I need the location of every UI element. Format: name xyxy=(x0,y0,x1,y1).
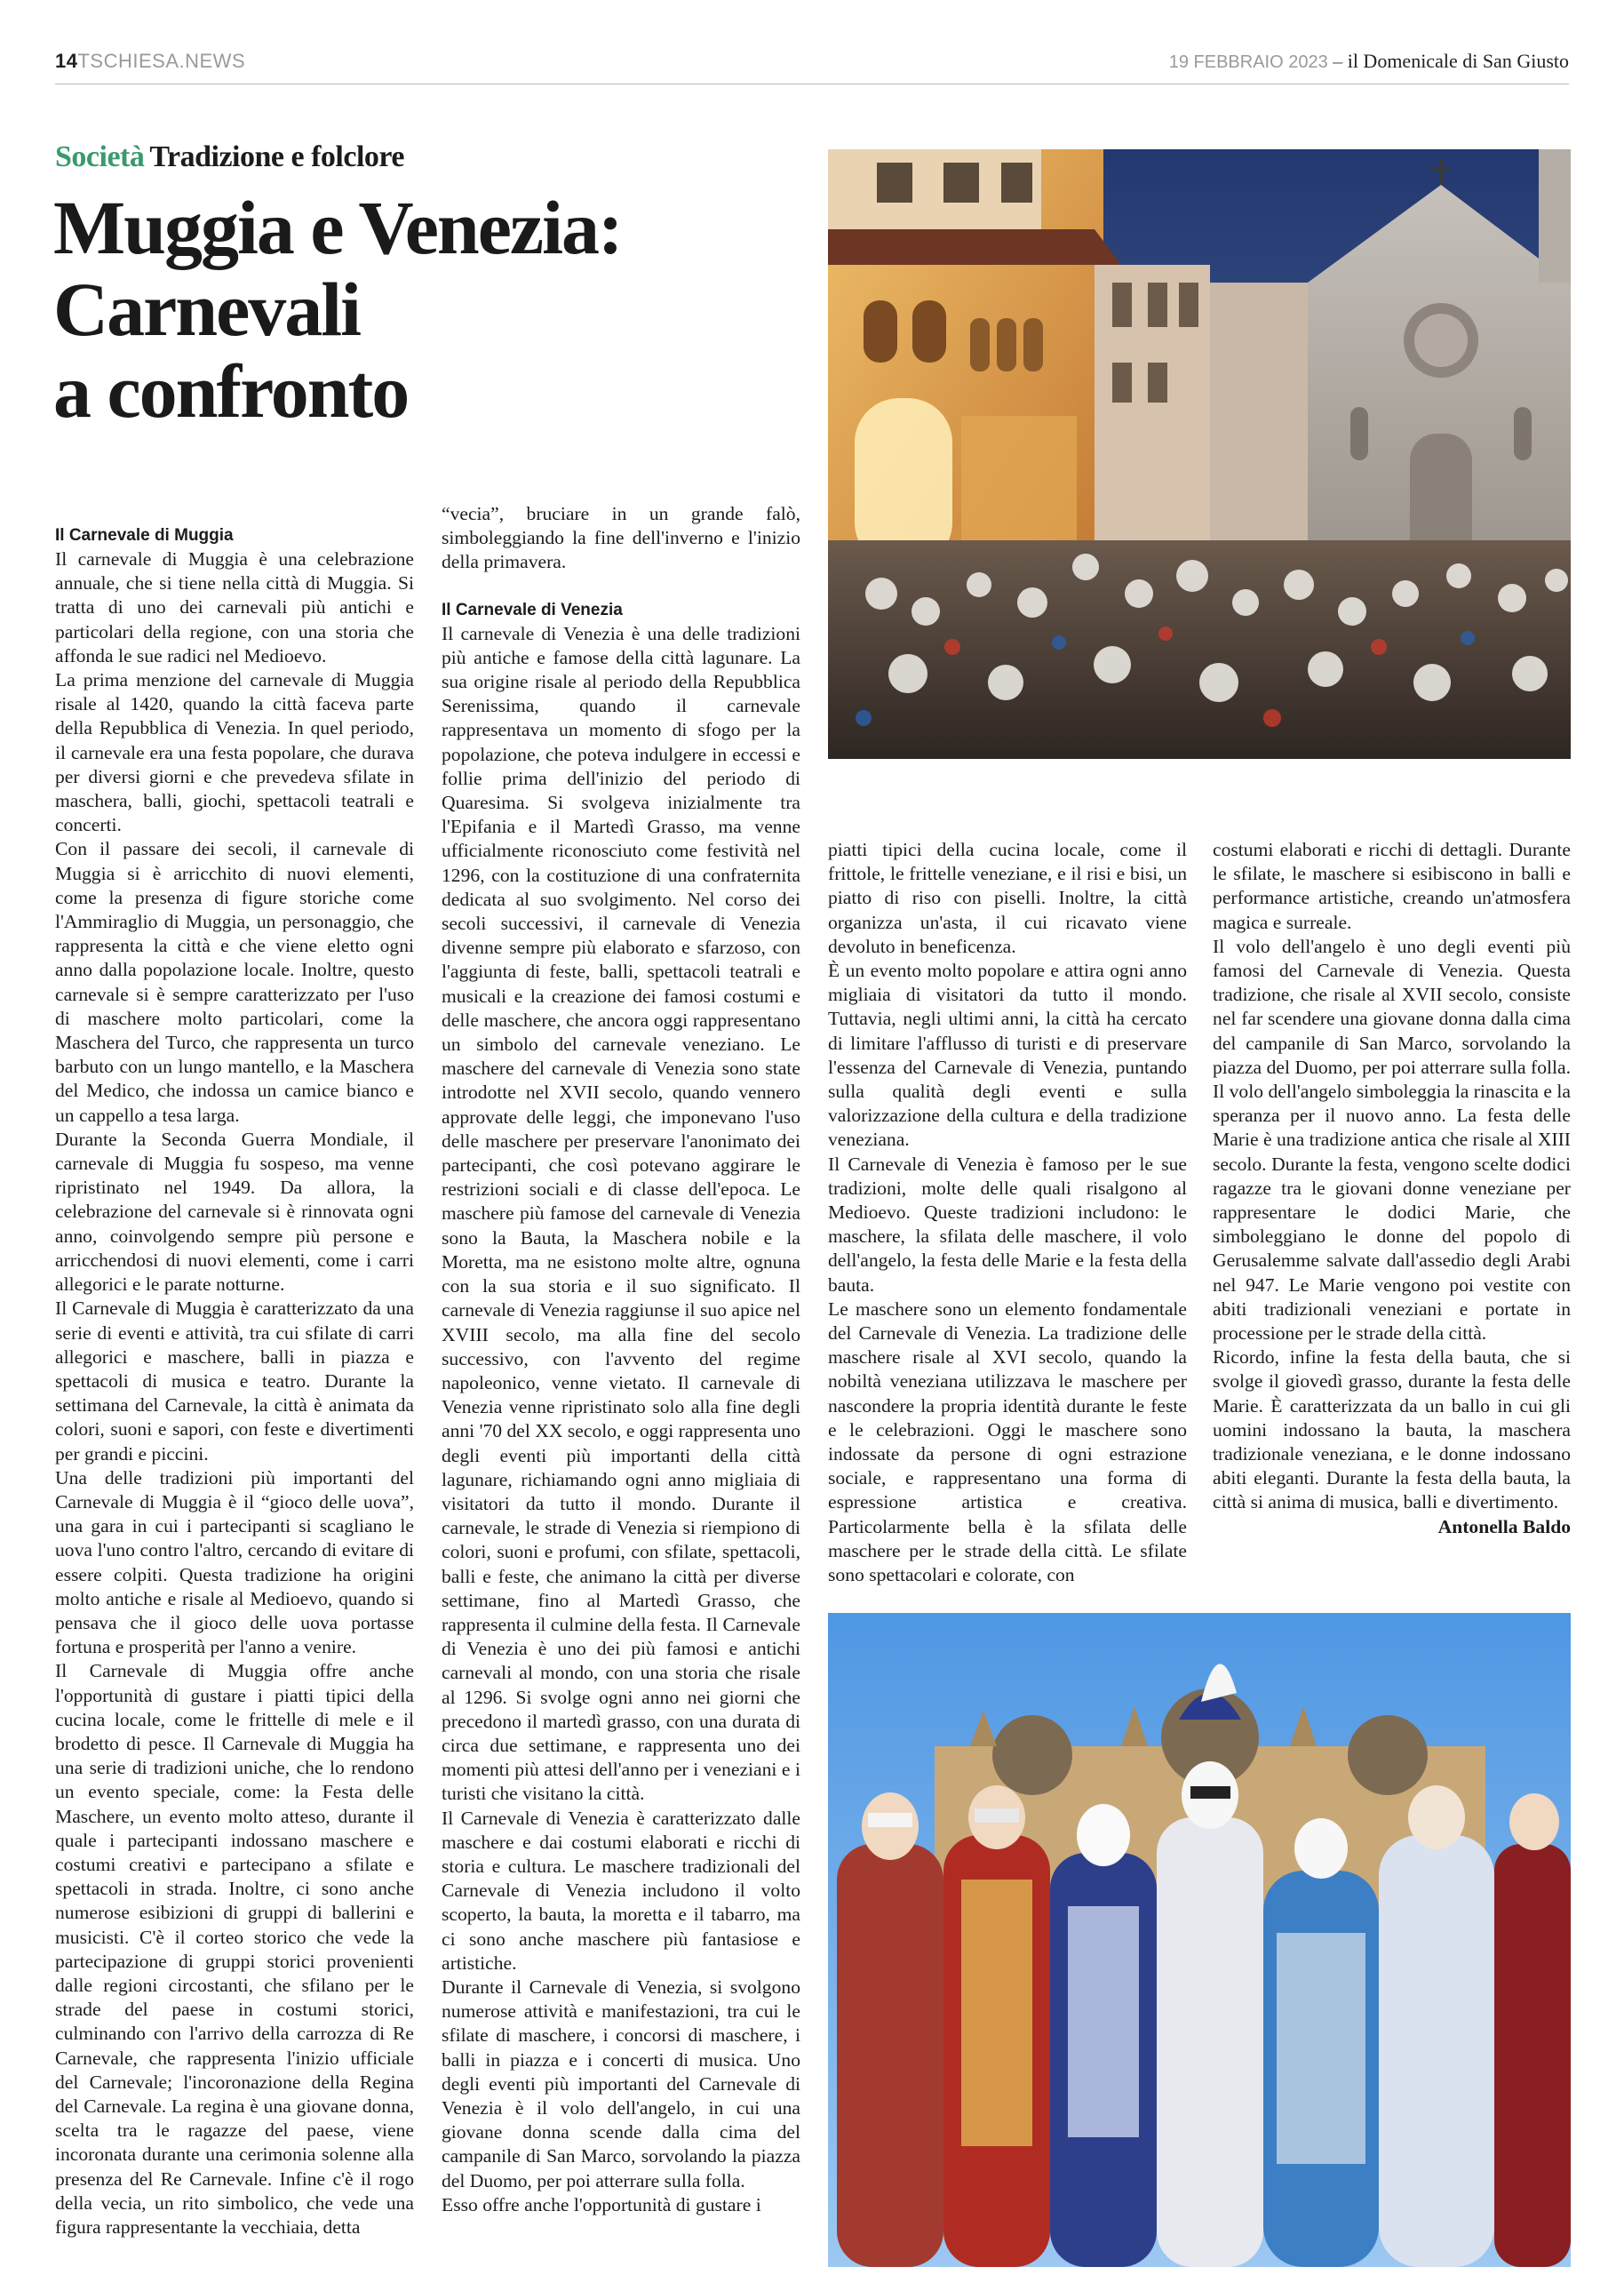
section-label xyxy=(55,140,404,174)
photo-muggia-square xyxy=(828,149,1571,759)
article-column-2 xyxy=(442,502,800,2217)
subhead-muggia: Il Carnevale di Muggia xyxy=(55,526,234,545)
article-title xyxy=(53,187,782,432)
paragraph: Il Carnevale di Venezia è famoso per le sue tradizioni, molte delle quali risalgono al Medioevo. Queste tradizioni includono: le maschere, la sfilata delle maschere, il volo dell'angelo, la festa delle Marie e la festa della bauta. xyxy=(828,1153,1187,1296)
paragraph: Con il passare dei secoli, il carnevale di Muggia si è arricchito di nuovi elementi, come la presenza di figure storiche come l'Ammiraglio di Muggia, un personaggio, che rappresenta la città e che viene eletto ogni anno dalla popolazione locale. Inoltre, questo carnevale si è sempre caratterizzato per l'uso di maschere molto particolari, come la Maschera del Turco, che rappresenta un turco barbuto con un lungo mantello, e la Maschera del Medico, che indossa un camice bianco e un cappello a tesa larga. xyxy=(55,838,414,1126)
subsection-name: Tradizione e folclore xyxy=(149,140,404,173)
paragraph: Il carnevale di Venezia è una delle tradizioni più antiche e famose della città lagunare. La sua origine risale al periodo della Repubblica Serenissima, quando il carnevale rappresentava un momento di sfogo per la popolazione, che poteva indulgere in eccessi e follie prima dell'inizio del periodo di Quaresima. Si svolgeva inizialmente tra l'Epifania e il Martedì Grasso, ma venne ufficialmente riconosciuto come festività nel 1296, con la costituzione di una confraternita dedicata al suo svolgimento. Nel corso dei secoli successivi, il carnevale di Venezia divenne sempre più elaborato e sfarzoso, con l'aggiunta di feste, balli, spettacoli teatrali e musicali e la creazione dei famosi costumi e delle maschere, che ancora oggi rappresentano un simbolo del carnevale veneziano. Le maschere del carnevale di Venezia sono state introdotte nel XVII secolo, quando vennero approvate delle leggi, che imponevano l'uso delle maschere per preservare l'anonimato dei partecipanti, che così potevano aggirare le restrizioni sociali e di classe dell'epoca. Le maschere più famose del carnevale di Venezia sono la Bauta, la Maschera nobile e la Moretta, ma ne esistono molte altre, ognuna con la sua storia e il suo significato. Il carnevale di Venezia raggiunse il suo apice nel XVIII secolo, ma alla fine del secolo successivo, con l'avvento del regime napoleonico, venne vietato. Il carnevale di Venezia venne ripristinato solo alla fine degli anni '70 del XX secolo, e oggi rappresenta uno degli eventi più importanti della città lagunare, richiamando ogni anno migliaia di visitatori da tutto il mondo. Durante il carnevale, le strade di Venezia si riempiono di colori, suoni e profumi, con sfilate, spettacoli, balli e feste, che animano la città per diverse settimane, fino al Martedì Grasso, che rappresenta il culmine della festa. Il Carnevale di Venezia è uno dei più famosi e antichi carnevali al mondo, con una storia che risale al 1296. Si svolge ogni anno nei giorni che precedono il martedì grasso, con una durata di circa due settimane, e rappresenta uno dei momenti più attesi dell'anno per i veneziani e i turisti che visitano la città. xyxy=(442,622,800,1805)
header-separator: – xyxy=(1333,50,1343,72)
page-number: 14 xyxy=(55,50,78,72)
paragraph: Il carnevale di Muggia è una celebrazione annuale, che si tiene nella città di Muggia. Si tratta di uno dei carnevali più antichi e particolari della regione, con una storia che affonda le sue radici nel Medioevo. xyxy=(55,548,414,667)
paragraph: Durante il Carnevale di Venezia, si svolgono numerose attività e manifestazioni, tra cui le sfilate di maschere, i concorsi di maschere, i balli in piazza e i concerti di musica. Uno degli eventi più importanti del Carnevale di Venezia è il volo dell'angelo, in cui una giovane donna scende dalla cima del campanile di San Marco, sorvolando la piazza del Duomo, per poi atterrare sulla folla. xyxy=(442,1976,800,2191)
paragraph: Durante la Seconda Guerra Mondiale, il carnevale di Muggia fu sospeso, ma venne ripristinato nel 1949. Da allora, la celebrazione del carnevale si è rinnovata ogni anno, coinvolgendo sempre più persone e arricchendosi di nuovi elementi, come i carri allegorici e le parate notturne. xyxy=(55,1128,414,1296)
paragraph: “vecia”, bruciare in un grande falò, simboleggiando la fine dell'inverno e l'inizio della primavera. xyxy=(442,503,800,573)
author-byline: Antonella Baldo xyxy=(1437,1515,1571,1537)
paragraph: Il volo dell'angelo è uno degli eventi più famosi del Carnevale di Venezia. Questa tradizione, che risale al XVII secolo, consiste nel far scendere una giovane donna dalla cima del campanile di San Marco, sorvolando la piazza del Duomo, per poi atterrare sulla folla. Il volo dell'angelo simboleggia la rinascita e la speranza per il nuovo anno. La festa delle Marie è una tradizione antica che risale al XIII secolo. Durante la festa, vengono scelte dodici ragazze tra le giovani donne veneziane per rappresentare le dodici Marie, che simboleggiano le donne del popolo di Gerusalemme salvate dall'assedio degli Arabi nel 947. Le Marie vengono poi vestite con abiti tradizionali veneziani e portate in processione per le strade della città. xyxy=(1213,935,1571,1345)
paragraph: Il Carnevale di Muggia è caratterizzato da una serie di eventi e attività, tra cui sfilate di carri allegorici e maschere, balli in piazza e spettacoli di musica e teatro. Durante la settimana del Carnevale, la città è animata da colori, suoni e sapori, con feste e divertimenti per grandi e piccini. xyxy=(55,1297,414,1465)
title-line: Carnevali xyxy=(53,267,361,352)
article-column-4 xyxy=(1213,838,1571,1539)
paragraph: costumi elaborati e ricchi di dettagli. Durante le sfilate, le maschere si esibiscono in balli e performance artistiche, creando un'atmosfera magica e surreale. xyxy=(1213,839,1571,933)
paragraph: piatti tipici della cucina locale, come il frittole, le frittelle veneziane, e il risi e bisi, un piatto di riso con piselli. Inoltre, la città organizza un'asta, il cui ricavato viene devoluto in beneficenza. xyxy=(828,839,1187,957)
paragraph: È un evento molto popolare e attira ogni anno migliaia di visitatori da tutto il mondo. Tuttavia, negli ultimi anni, la città ha cercato di limitare l'afflusso di turisti e di preservare l'essenza del Carnevale di Venezia, puntando sulla qualità degli eventi e sulla valorizzazione della cultura e della tradizione veneziana. xyxy=(828,960,1187,1151)
paragraph: Esso offre anche l'opportunità di gustare i xyxy=(442,2193,761,2215)
paragraph: Il Carnevale di Venezia è caratterizzato dalle maschere e dai costumi elaborati e ricchi di storia e cultura. Le maschere tradizionali del Carnevale di Venezia includono il volto scoperto, la bauta, la moretta e il tabarro, ma ci sono anche maschere più fantasiose e artistiche. xyxy=(442,1807,800,1974)
paragraph-gap xyxy=(442,575,800,599)
subhead-venezia: Il Carnevale di Venezia xyxy=(442,600,623,619)
paragraph: Il Carnevale di Muggia offre anche l'opportunità di gustare i piatti tipici della cucina locale, come le frittelle di mele e il brodetto di pesce. Il Carnevale di Muggia ha una serie di tradizioni uniche, che lo rendono un evento speciale, come: la Festa delle Maschere, un evento molto atteso, durante il quale i partecipanti indossano maschere e costumi creativi e partecipano a sfilate e spettacoli in strada. Inoltre, ci sono anche numerose esibizioni di gruppi di ballerini e musicisti. C'è il corteo storico che vede la partecipazione di gruppi storici provenienti dalle regioni circostanti, che sfilano per le strade del paese in costumi storici, culminando con l'arrivo della carrozza di Re Carnevale, che rappresenta l'inizio ufficiale del Carnevale; l'incoronazione della Regina del Carnevale. La regina è una giovane donna, scelta tra le ragazze del paese, viene incoronata durante una cerimonia solenne alla presenza del Re Carnevale. Infine c'è il rogo della vecia, un rito simbolico, che vede una figura rappresentante la vecchiaia, detta xyxy=(55,1660,414,2239)
title-line: a confronto xyxy=(53,348,409,434)
article-column-3 xyxy=(828,838,1187,1587)
paper-name: il Domenicale di San Giusto xyxy=(1347,50,1569,72)
page-header-left xyxy=(55,50,245,73)
paragraph: Le maschere sono un elemento fondamentale del Carnevale di Venezia. La tradizione delle maschere risale al XVI secolo, quando la nobiltà veneziana utilizzava le maschere per nascondere la propria identità durante le feste e le celebrazioni. Oggi le maschere sono indossate da persone di ogni estrazione sociale, e rappresentano una forma di espressione artistica e creativa. Particolarmente bella è la sfilata delle maschere per le strade della città. Le sfilate sono spettacolari e colorate, con xyxy=(828,1297,1187,1586)
section-name: Società xyxy=(55,140,145,173)
title-line: Muggia e Venezia: xyxy=(53,185,622,270)
page-header-right xyxy=(1169,50,1569,73)
paragraph: Ricordo, infine la festa della bauta, che si svolge il giovedì grasso, durante la festa delle Marie. È caratterizzata da un ballo in cui gli uomini indossano la bauta, la maschera tradizionale veneziana, e le donne indossano abiti eleganti. Durante la festa della bauta, la città si anima di musica, balli e divertimento. xyxy=(1213,1346,1571,1513)
site-name[interactable]: TSCHIESA.NEWS xyxy=(77,50,246,72)
paragraph: Una delle tradizioni più importanti del Carnevale di Muggia è il “gioco delle uova”, una gara in cui i partecipanti si scagliano le uova l'uno contro l'altro, cercando di evitare di essere colpiti. Questa tradizione ha origini molto antiche e risale al Medioevo, quando si pensava che il gioco delle uova portasse fortuna e prosperità per l'anno a venire. xyxy=(55,1466,414,1658)
photo-venice-masks xyxy=(828,1613,1571,2267)
article-column-1 xyxy=(55,524,414,2239)
issue-date: 19 FEBBRAIO 2023 xyxy=(1168,52,1328,72)
paragraph: La prima menzione del carnevale di Muggia risale al 1420, quando la città faceva parte della Repubblica di Venezia. In quel periodo, il carnevale era una festa popolare, che durava per diversi giorni e che prevedeva sfilate in maschera, balli, giochi, spettacoli teatrali e concerti. xyxy=(55,669,414,836)
